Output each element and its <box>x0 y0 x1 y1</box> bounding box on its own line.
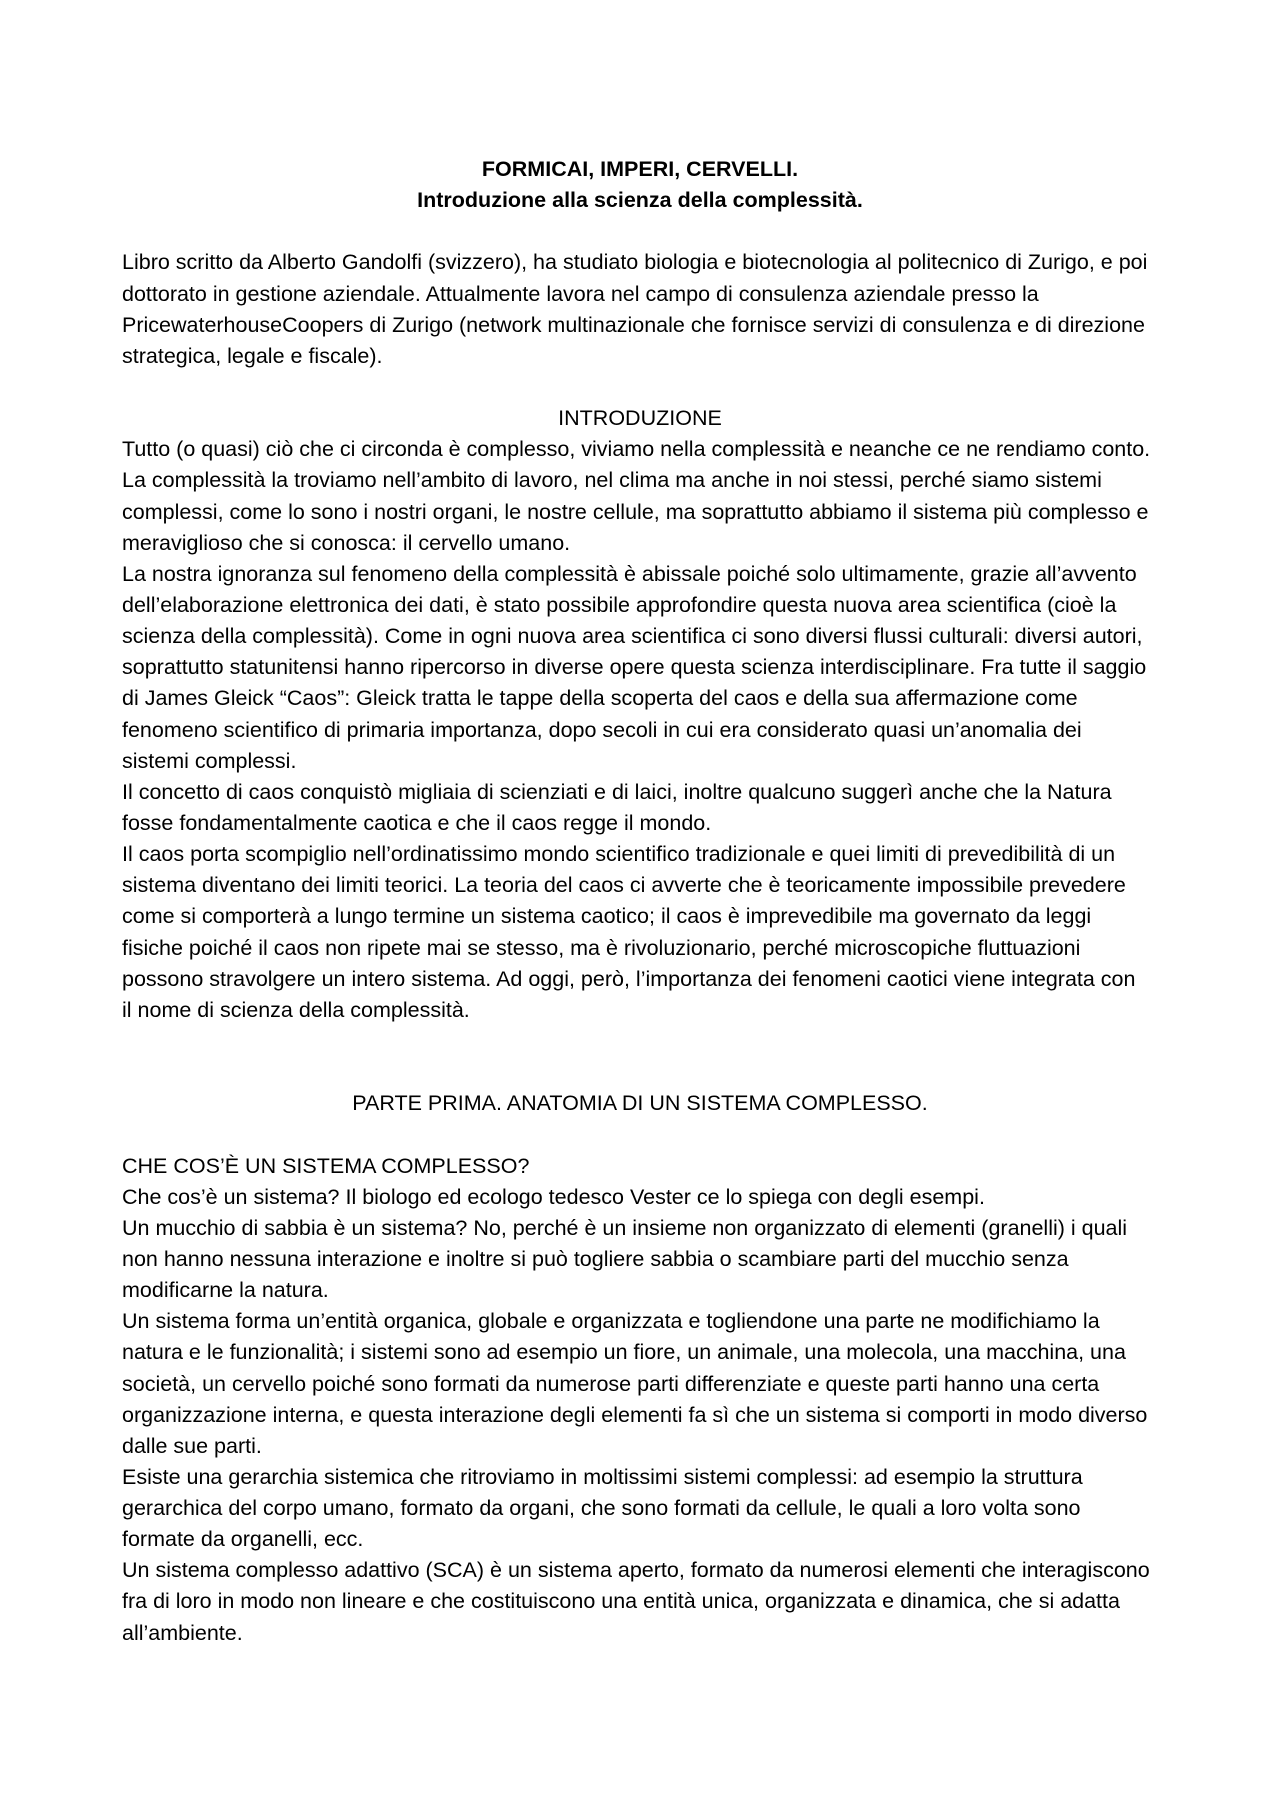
author-note-paragraph <box>122 247 1158 372</box>
text-line: sistemi complessi. <box>122 748 297 773</box>
text-line: Tutto (o quasi) ciò che ci circonda è complesso, viviamo nella complessità e neanche ce ne rendiamo conto. <box>122 437 1151 462</box>
text-line: il nome di scienza della complessità. <box>122 997 470 1022</box>
text-line: fisiche poiché il caos non ripete mai se stesso, ma è rivoluzionario, perché microscopiche fluttuazioni <box>122 935 1081 960</box>
intro-paragraph <box>122 434 1158 465</box>
text-line: La complessità la troviamo nell’ambito di lavoro, nel clima ma anche in noi stessi, perché siamo sistemi <box>122 468 1102 493</box>
text-line: Il concetto di caos conquistò migliaia di scienziati e di laici, inoltre qualcuno suggerì anche che la Natura <box>122 779 1112 804</box>
text-line: fosse fondamentalmente caotica e che il caos regge il mondo. <box>122 810 712 835</box>
text-line: di James Gleick “Caos”: Gleick tratta le tappe della scoperta del caos e della sua affermazione come <box>122 686 1078 711</box>
intro-paragraph <box>122 559 1158 777</box>
document-subtitle: Introduzione alla scienza della complessità. <box>417 188 863 213</box>
part-one-paragraph <box>122 1213 1158 1306</box>
text-line: complessi, come lo sono i nostri organi, le nostre cellule, ma soprattutto abbiamo il sistema più complesso e <box>122 499 1149 524</box>
text-line: Un mucchio di sabbia è un sistema? No, perché è un insieme non organizzato di elementi (granelli) i quali <box>122 1215 1128 1240</box>
text-line: Il caos porta scompiglio nell’ordinatissimo mondo scientifico tradizionale e quei limiti di prevedibilità di un <box>122 842 1116 867</box>
text-line: Un sistema forma un’entità organica, globale e organizzata e togliendone una parte ne modifichiamo la <box>122 1309 1100 1334</box>
text-line: natura e le funzionalità; i sistemi sono ad esempio un fiore, un animale, una molecola, una macchina, una <box>122 1340 1126 1365</box>
introduction-section <box>122 403 1158 1026</box>
text-line: gerarchica del corpo umano, formato da organi, che sono formati da cellule, le quali a loro volta sono <box>122 1496 1081 1521</box>
part-one-paragraph <box>122 1555 1158 1648</box>
text-line: come si comporterà a lungo termine un sistema caotico; il caos è imprevedibile ma governato da leggi <box>122 904 1092 929</box>
text-line: fenomeno scientifico di primaria importanza, dopo secoli in cui era considerato quasi un’anomalia dei <box>122 717 1082 742</box>
text-line: meraviglioso che si conosca: il cervello umano. <box>122 530 571 555</box>
text-line: all’ambiente. <box>122 1620 243 1645</box>
intro-paragraph <box>122 839 1158 1026</box>
intro-paragraph <box>122 465 1158 558</box>
text-line: organizzazione interna, e questa interazione degli elementi fa sì che un sistema si comporti in modo diverso <box>122 1402 1148 1427</box>
text-line: non hanno nessuna interazione e inoltre si può togliere sabbia o scambiare parti del mucchio senza <box>122 1246 1069 1271</box>
text-line: fra di loro in modo non lineare e che costituiscono una entità unica, organizzata e dinamica, che si adatta <box>122 1589 1120 1614</box>
text-line: Che cos’è un sistema? Il biologo ed ecologo tedesco Vester ce lo spiega con degli esempi. <box>122 1184 985 1209</box>
part-one-paragraph <box>122 1462 1158 1555</box>
part-one-paragraph <box>122 1306 1158 1462</box>
text-line: PricewaterhouseCoopers di Zurigo (network multinazionale che fornisce servizi di consulenza e di direzione <box>122 312 1145 337</box>
part-one-heading: PARTE PRIMA. ANATOMIA DI UN SISTEMA COMPLESSO. <box>352 1091 928 1116</box>
text-line: dalle sue parti. <box>122 1433 262 1458</box>
title-block <box>122 154 1158 216</box>
intro-paragraph <box>122 777 1158 839</box>
text-line: scienza della complessità). Come in ogni nuova area scientifica ci sono diversi flussi culturali: diversi autori, <box>122 624 1143 649</box>
text-line: formate da organelli, ecc. <box>122 1527 364 1552</box>
text-line: Un sistema complesso adattivo (SCA) è un sistema aperto, formato da numerosi elementi che interagiscono <box>122 1558 1150 1583</box>
part-one-paragraph <box>122 1182 1158 1213</box>
introduction-heading: INTRODUZIONE <box>558 406 722 431</box>
text-line: Libro scritto da Alberto Gandolfi (svizzero), ha studiato biologia e biotecnologia al politecnico di Zurigo, e poi <box>122 250 1148 275</box>
part-one-section <box>122 1088 1158 1649</box>
document-title: FORMICAI, IMPERI, CERVELLI. <box>481 157 799 181</box>
text-line: modificarne la natura. <box>122 1278 329 1303</box>
text-line: dell’elaborazione elettronica dei dati, è stato possibile approfondire questa nuova area scientifica (cioè la <box>122 592 1117 617</box>
text-line: soprattutto statunitensi hanno ripercorso in diverse opere questa scienza interdisciplinare. Fra tutte il saggio <box>122 655 1147 680</box>
text-line: dottorato in gestione aziendale. Attualmente lavora nel campo di consulenza aziendale presso la <box>122 281 1039 306</box>
text-line: strategica, legale e fiscale). <box>122 343 383 368</box>
text-line: società, un cervello poiché sono formati da numerose parti differenziate e queste parti hanno una certa <box>122 1371 1100 1396</box>
text-line: La nostra ignoranza sul fenomeno della complessità è abissale poiché solo ultimamente, grazie all’avvento <box>122 561 1137 586</box>
text-line: possono stravolgere un intero sistema. Ad oggi, però, l’importanza dei fenomeni caotici viene integrata con <box>122 966 1136 991</box>
text-line: Esiste una gerarchia sistemica che ritroviamo in moltissimi sistemi complessi: ad esempio la struttura <box>122 1464 1083 1489</box>
document-body <box>122 154 1158 1649</box>
section-heading: CHE COS’È UN SISTEMA COMPLESSO? <box>122 1153 530 1178</box>
text-line: sistema diventano dei limiti teorici. La teoria del caos ci avverte che è teoricamente impossibile prevedere <box>122 873 1126 898</box>
